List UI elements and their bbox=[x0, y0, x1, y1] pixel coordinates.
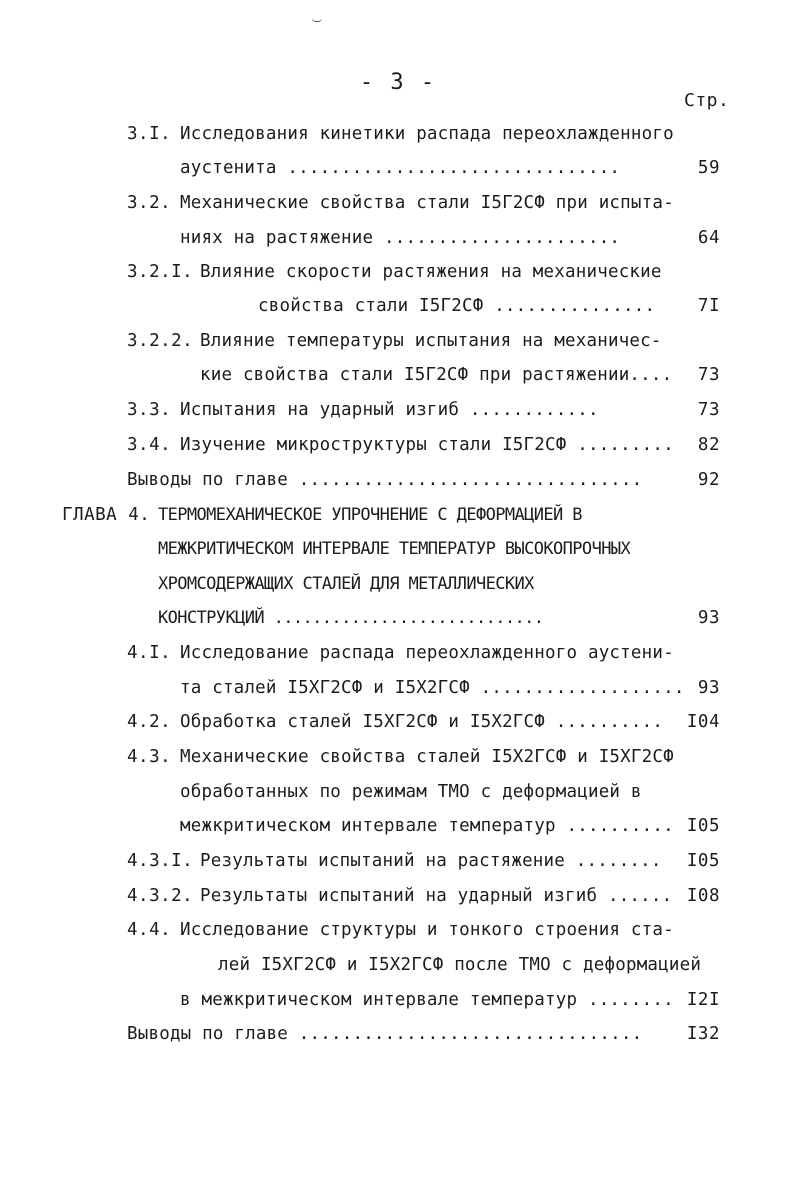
toc-entry-number: 4.4. bbox=[127, 920, 172, 940]
toc-entry-page: 7I bbox=[697, 296, 720, 316]
toc-entry-title-line: Исследование распада переохлажденного аустени- bbox=[180, 643, 674, 663]
toc-entry-title-line: Влияние температуры испытания на механичес- bbox=[200, 331, 662, 351]
toc-entry-title-line: Механические свойства стали I5Г2СФ при испыта- bbox=[180, 193, 674, 213]
toc-entry-title-line: та сталей I5ХГ2СФ и I5Х2ГСФ ................... bbox=[180, 678, 685, 698]
toc-entry-title-line: ниях на растяжение ...................... bbox=[180, 228, 621, 248]
chapter-title-line: ХРОМСОДЕРЖАЩИХ СТАЛЕЙ ДЛЯ МЕТАЛЛИЧЕСКИХ bbox=[158, 574, 534, 594]
toc-entry-page: I32 bbox=[686, 1024, 720, 1044]
toc-entry-title-line: Механические свойства сталей I5Х2ГСФ и I5ХГ2СФ bbox=[180, 747, 674, 767]
page-number: - 3 - bbox=[359, 70, 437, 95]
toc-entry-title-line: Изучение микроструктуры стали I5Г2СФ ......... bbox=[180, 435, 674, 455]
toc-entry-title-line: обработанных по режимам ТМО с деформацией в bbox=[180, 782, 642, 802]
toc-entry-number: 3.2. bbox=[127, 193, 172, 213]
toc-entry-title-line: аустенита ............................... bbox=[180, 158, 621, 178]
toc-entry-title-line: Результаты испытаний на ударный изгиб ...... bbox=[200, 886, 673, 906]
toc-entry-number: 3.3. bbox=[127, 400, 172, 420]
toc-entry-title-line: лей I5ХГ2СФ и I5Х2ГСФ после ТМО с деформацией bbox=[218, 955, 702, 975]
chapter-title-line: ТЕРМОМЕХАНИЧЕСКОЕ УПРОЧНЕНИЕ С ДЕФОРМАЦИЕЙ В bbox=[158, 505, 582, 525]
scan-speck bbox=[312, 18, 322, 22]
page-column-header: Стр. bbox=[684, 90, 730, 111]
toc-entry-number: 3.2.2. bbox=[127, 331, 194, 351]
toc-entry-page: 64 bbox=[697, 228, 720, 248]
toc-entry-page: I04 bbox=[686, 712, 720, 732]
toc-entry-page: I08 bbox=[686, 886, 720, 906]
toc-entry-title-line: Результаты испытаний на растяжение ........ bbox=[200, 851, 662, 871]
toc-entry-title-line: межкритическом интервале температур .......... bbox=[180, 816, 674, 836]
toc-entry-title-line: Влияние скорости растяжения на механические bbox=[200, 262, 662, 282]
toc-entry-title-line: Обработка сталей I5ХГ2СФ и I5Х2ГСФ .......... bbox=[180, 712, 664, 732]
toc-entry-page: I05 bbox=[686, 816, 720, 836]
chapter-title-line: МЕЖКРИТИЧЕСКОМ ИНТЕРВАЛЕ ТЕМПЕРАТУР ВЫСОКОПРОЧНЫХ bbox=[158, 539, 631, 559]
toc-entry-number: 3.2.I. bbox=[127, 262, 194, 282]
toc-entry-title-line: Испытания на ударный изгиб ............ bbox=[180, 400, 599, 420]
chapter-title-line: КОНСТРУКЦИЙ ............................ bbox=[158, 608, 544, 628]
toc-entry-title-line: кие свойства стали I5Г2СФ при растяжении.... bbox=[200, 365, 673, 385]
toc-entry-title-line: Выводы по главе ................................ bbox=[127, 470, 643, 490]
toc-entry-page: I2I bbox=[686, 990, 720, 1010]
toc-entry-page: I05 bbox=[686, 851, 720, 871]
toc-entry-title-line: в межкритическом интервале температур ........ bbox=[180, 990, 674, 1010]
toc-entry-page: 59 bbox=[697, 158, 720, 178]
toc-entry-number: 3.4. bbox=[127, 435, 172, 455]
toc-entry-number: 4.I. bbox=[127, 643, 172, 663]
toc-entry-page: 93 bbox=[697, 678, 720, 698]
toc-entry-number: 3.I. bbox=[127, 124, 172, 144]
toc-entry-title-line: Выводы по главе ................................ bbox=[127, 1024, 643, 1044]
toc-entry-page: 92 bbox=[697, 470, 720, 490]
toc-entry-number: 4.3.I. bbox=[127, 851, 194, 871]
toc-entry-number: 4.3.2. bbox=[127, 886, 194, 906]
toc-entry-title-line: Исследование структуры и тонкого строения ста- bbox=[180, 920, 674, 940]
toc-entry-page: 73 bbox=[697, 365, 720, 385]
toc-entry-number: 4.3. bbox=[127, 747, 172, 767]
toc-entry-page: 82 bbox=[697, 435, 720, 455]
toc-entry-page: 73 bbox=[697, 400, 720, 420]
toc-entry-page: 93 bbox=[697, 608, 720, 628]
toc-entry-title-line: свойства стали I5Г2СФ ............... bbox=[258, 296, 656, 316]
toc-entry-number: 4.2. bbox=[127, 712, 172, 732]
toc-entry-title-line: Исследования кинетики распада переохлажденного bbox=[180, 124, 674, 144]
chapter-number: ГЛАВА 4. bbox=[62, 505, 151, 525]
